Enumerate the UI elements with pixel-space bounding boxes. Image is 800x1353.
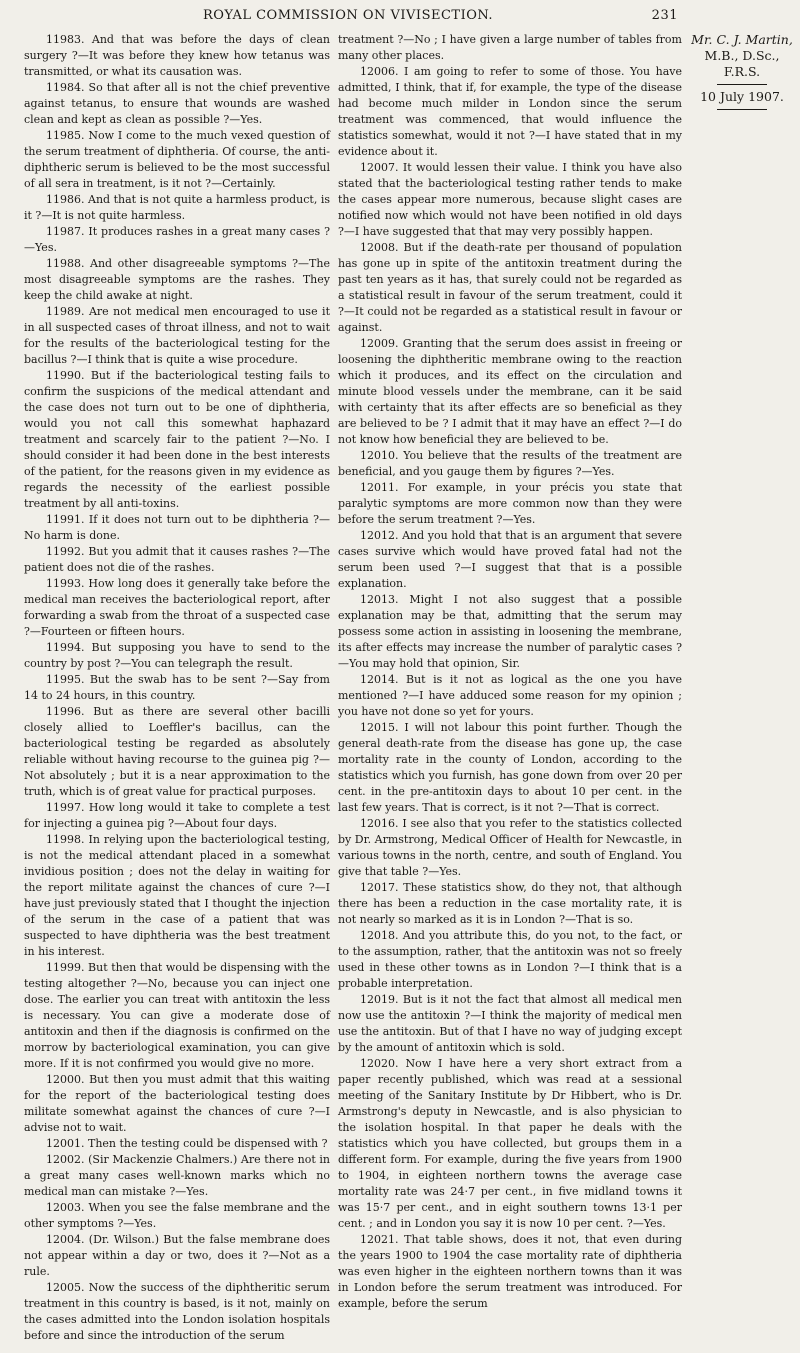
evidence-paragraph: 11997. How long would it take to complete a test for injecting a guinea pig ?—About four days. xyxy=(24,801,330,830)
evidence-paragraph: 12016. I see also that you refer to the statistics collected by Dr. Armstrong, Medical Officer of Health for Newcastle, in various towns in the north, centre, and south of England. You give that table ?—Yes. xyxy=(338,817,682,878)
evidence-paragraph: 11991. If it does not turn out to be diphtheria ?—No harm is done. xyxy=(24,513,330,542)
evidence-paragraph: 12004. (Dr. Wilson.) But the false membrane does not appear within a day or two, does it ?—Not as a rule. xyxy=(24,1233,330,1278)
left-column xyxy=(24,32,330,1344)
page-number: 231 xyxy=(651,8,678,23)
divider xyxy=(717,109,767,110)
evidence-paragraph: 12009. Granting that the serum does assist in freeing or loosening the diphtheritic membrane owing to the reaction which it produces, and its effect on the circulation and minute blood vessels under the membrane, can it be said with certainty that its after effects are so beneficial as they are believed to be ? I admit that it may have an effect ?—I do not know how beneficial they are believed to be. xyxy=(338,337,682,446)
evidence-paragraph: 12013. Might I not also suggest that a possible explanation may be that, admitting that the serum may possess some action in assisting in loosening the membrane, its after effects may increase the number of paralytic cases ?—You may hold that opinion, Sir. xyxy=(338,593,682,670)
evidence-paragraph: 12007. It would lessen their value. I think you have also stated that the bacteriological testing rather tends to make the cases appear more numerous, because slight cases are notified now which would not have been notified in old days ?—I have suggested that that may very possibly happen. xyxy=(338,161,682,238)
evidence-paragraph: 12018. And you attribute this, do you not, to the fact, or to the assumption, rather, that the antitoxin was not so freely used in these other towns as in London ?—I think that is a probable interpretation. xyxy=(338,929,682,990)
evidence-paragraph: 11990. But if the bacteriological testing fails to confirm the suspicions of the medical attendant and the case does not turn out to be one of diphtheria, would you not call this somewhat haphazard treatment and scarcely fair to the patient ?—No. I should consider it had been done in the best interests of the patient, for the reasons given in my evidence as regards the necessity of the earliest possible treatment by all anti-toxins. xyxy=(24,369,330,510)
running-title: ROYAL COMMISSION ON VIVISECTION. xyxy=(202,8,494,23)
evidence-paragraph: 12001. Then the testing could be dispensed with ? xyxy=(46,1137,328,1150)
evidence-paragraph: 12008. But if the death-rate per thousand of population has gone up in spite of the antitoxin treatment during the past ten years as it has, that surely could not be regarded as a statistical result in favour of the serum treatment, could it ?—It could not be regarded as a statistical result in favour or against. xyxy=(338,241,682,334)
witness-name: Mr. C. J. Martin, xyxy=(691,32,793,47)
evidence-paragraph: 11988. And other disagreeable symptoms ?—The most disagreeable symptoms are the rashes. They keep the child awake at night. xyxy=(24,257,330,302)
evidence-paragraph: 11996. But as there are several other bacilli closely allied to Loeffler's bacillus, can the bacteriological testing be regarded as absolutely reliable without having recourse to the guinea pig ?—Not absolutely ; but it is a near approximation to the truth, which is of great value for practical purposes. xyxy=(24,705,330,798)
evidence-paragraph: 12021. That table shows, does it not, that even during the years 1900 to 1904 the case mortality rate of diphtheria was even higher in the eighteen northern towns than it was in London before the serum treatment was introduced. For example, before the serum xyxy=(338,1233,682,1310)
divider xyxy=(717,84,767,85)
evidence-paragraph: 12020. Now I have here a very short extract from a paper recently published, which was read at a sessional meeting of the Sanitary Institute by Dr Hibbert, who is Dr. Armstrong's deputy in Newcastle, and is also physician to the isolation hospital. In that paper he deals with the statistics which you have collected, but groups them in a different form. For example, during the five years from 1900 to 1904, in eighteen northern towns the average case mortality rate was 24·7 per cent., in five midland towns it was 15·7 per cent., and in eight southern towns 13·1 per cent. ; and in London you say it is now 10 per cent. ?—Yes. xyxy=(338,1057,682,1230)
evidence-paragraph: 12019. But is it not the fact that almost all medical men now use the antitoxin ?—I think the majority of medical men use the antitoxin. But of that I have no way of judging except by the amount of antitoxin which is sold. xyxy=(338,993,682,1054)
evidence-paragraph: 12017. These statistics show, do they not, that although there has been a reduction in the case mortality rate, it is not nearly so marked as it is in London ?—That is so. xyxy=(338,881,682,926)
evidence-paragraph: 12002. (Sir Mackenzie Chalmers.) Are there not in a great many cases well-known marks which no medical man can mistake ?—Yes. xyxy=(24,1153,330,1198)
evidence-paragraph: 12014. But is it not as logical as the one you have mentioned ?—I have adduced some reason for my opinion ; you have not done so yet for yours. xyxy=(338,673,682,718)
evidence-paragraph: 12015. I will not labour this point further. Though the general death-rate from the disease has gone up, the case mortality rate in the county of London, according to the statistics which you furnish, has gone down from over 20 per cent. in the pre-antitoxin days to about 10 per cent. in the last few years. That is correct, is it not ?—That is correct. xyxy=(338,721,682,814)
evidence-paragraph: 11995. But the swab has to be sent ?—Say from 14 to 24 hours, in this country. xyxy=(24,673,330,702)
evidence-paragraph: 12000. But then you must admit that this waiting for the report of the bacteriological testing does militate somewhat against the chances of cure ?—I advise not to wait. xyxy=(24,1073,330,1134)
evidence-paragraph: 11986. And that is not quite a harmless product, is it ?—It is not quite harmless. xyxy=(24,193,330,222)
evidence-paragraph: 11994. But supposing you have to send to the country by post ?—You can telegraph the result. xyxy=(24,641,330,670)
evidence-paragraph: 11998. In relying upon the bacteriological testing, is not the medical attendant placed in a somewhat invidious position ; does not the delay in waiting for the report militate against the chances of cure ?—I have just previously stated that I thought the injection of the serum in the case of a patient that was suspected to have diphtheria was the best treatment in his interest. xyxy=(24,833,330,958)
evidence-paragraph: 11992. But you admit that it causes rashes ?—The patient does not die of the rashes. xyxy=(24,545,330,574)
evidence-paragraph: 12011. For example, in your précis you state that paralytic symptoms are more common now than they were before the serum treatment ?—Yes. xyxy=(338,481,682,526)
evidence-date: 10 July 1907. xyxy=(700,89,784,104)
evidence-paragraph: treatment ?—No ; I have given a large number of tables from many other places. xyxy=(338,33,682,62)
witness-margin-note xyxy=(690,32,794,110)
evidence-paragraph: 11987. It produces rashes in a great many cases ?—Yes. xyxy=(24,225,330,254)
evidence-paragraph: 11999. But then that would be dispensing with the testing altogether ?—No, because you can inject one dose. The earlier you can treat with antitoxin the less is necessary. You can give a moderate dose of antitoxin and then if the diagnosis is confirmed on the morrow by bacteriological examination, you can give more. If it is not confirmed you would give no more. xyxy=(24,961,330,1070)
evidence-paragraph: 11985. Now I come to the much vexed question of the serum treatment of diphtheria. Of course, the anti-diphtheric serum is believed to be the most successful of all sera in treatment, is it not ?—Certainly. xyxy=(24,129,330,190)
evidence-paragraph: 12010. You believe that the results of the treatment are beneficial, and you gauge them by figures ?—Yes. xyxy=(338,449,682,478)
evidence-paragraph: 12012. And you hold that that is an argument that severe cases survive which would have proved fatal had not the serum been used ?—I suggest that that is a possible explanation. xyxy=(338,529,682,590)
evidence-paragraph: 11993. How long does it generally take before the medical man receives the bacteriological report, after forwarding a swab from the throat of a suspected case ?—Fourteen or fifteen hours. xyxy=(24,577,330,638)
evidence-paragraph: 12003. When you see the false membrane and the other symptoms ?—Yes. xyxy=(24,1201,330,1230)
evidence-paragraph: 11989. Are not medical men encouraged to use it in all suspected cases of throat illness, and not to wait for the results of the bacteriological testing for the bacillus ?—I think that is quite a wise procedure. xyxy=(24,305,330,366)
evidence-paragraph: 11983. And that was before the days of clean surgery ?—It was before they knew how tetanus was transmitted, or what its causation was. xyxy=(24,33,330,78)
evidence-paragraph: 11984. So that after all is not the chief preventive against tetanus, to ensure that wounds are washed clean and kept as clean as possible ?—Yes. xyxy=(24,81,330,126)
right-column xyxy=(338,32,682,1312)
evidence-paragraph: 12005. Now the success of the diphtheritic serum treatment in this country is based, is it not, mainly on the cases admitted into the London isolation hospitals before and since the introduction of the serum xyxy=(24,1281,330,1342)
witness-degrees: M.B., D.Sc., F.R.S. xyxy=(704,48,780,79)
evidence-paragraph: 12006. I am going to refer to some of those. You have admitted, I think, that if, for example, the type of the disease had become much milder in London since the serum treatment was commenced, that would influence the statistics somewhat, would it not ?—I have stated that in my evidence about it. xyxy=(338,65,682,158)
